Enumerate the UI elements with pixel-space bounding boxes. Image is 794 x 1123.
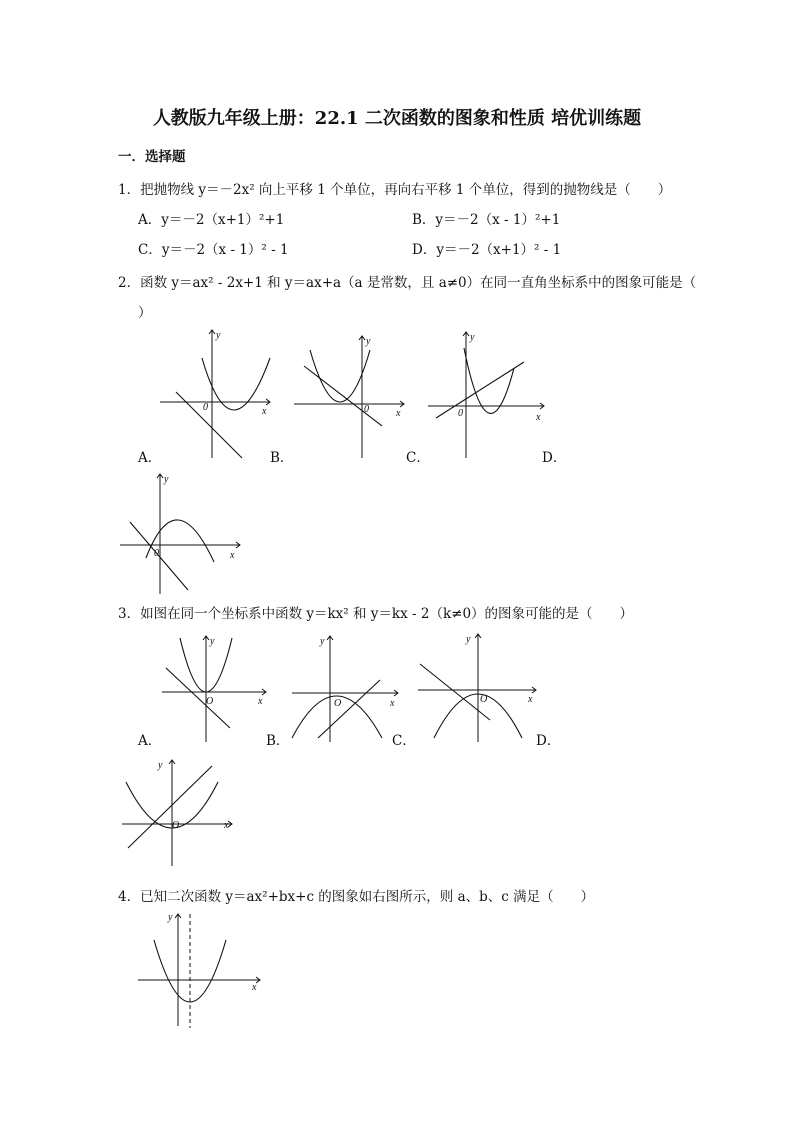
question-1-stem: 1．把抛物线 y＝－2x² 向上平移 1 个单位，再向右平移 1 个单位，得到的抛物线是（ ） [118, 182, 672, 198]
question-1-option-b: B．y＝－2（x - 1）²+1 [412, 212, 561, 228]
y-axis-label: y [216, 330, 221, 341]
x-axis-label: x [258, 696, 263, 707]
q3-graph-a [160, 632, 270, 744]
q3-graph-d [120, 756, 236, 868]
origin-label: O [334, 698, 342, 709]
y-axis-label: y [158, 760, 163, 771]
question-2-stem-continued: ） [138, 305, 152, 321]
question-1-option-d: D．y＝－2（x+1）² - 1 [412, 242, 562, 258]
q3-label-d: D． [536, 733, 561, 749]
question-2-stem: 2．函数 y＝ax² - 2x+1 和 y＝ax+a（a 是常数，且 a≠0）在同一直角坐标系中的图象可能是（ [118, 275, 697, 291]
q3-graph-b [290, 632, 402, 744]
x-axis-label: x [528, 694, 533, 705]
x-axis-label: x [262, 406, 267, 417]
page-title: 人教版九年级上册：22.1 二次函数的图象和性质 培优训练题 [152, 108, 642, 129]
origin-label: 0 [203, 402, 208, 413]
origin-label: O [480, 694, 488, 705]
q3-graph-c [416, 630, 540, 746]
q2-graph-c [426, 328, 548, 460]
origin-label: 0 [364, 404, 369, 415]
x-axis-label: x [396, 408, 401, 419]
origin-label: 0 [458, 408, 463, 419]
question-1-option-c: C．y＝－2（x - 1）² - 1 [138, 242, 289, 258]
q2-graph-a [158, 328, 274, 460]
q2-graph-b [292, 332, 408, 460]
y-axis-label: y [366, 336, 371, 347]
q3-label-c: C． [392, 733, 416, 749]
x-axis-label: x [390, 698, 395, 709]
section-heading: 一．选择题 [118, 149, 186, 165]
q2-label-b: B． [270, 450, 294, 466]
question-3-stem: 3．如图在同一个坐标系中函数 y＝kx² 和 y＝kx - 2（k≠0）的图象可能的是（ ） [118, 606, 634, 622]
q2-label-a: A． [138, 450, 162, 466]
q4-graph [136, 910, 264, 1030]
q2-graph-d [118, 470, 244, 596]
x-axis-label: x [224, 820, 229, 831]
origin-label: O [172, 820, 180, 831]
y-axis-label: y [466, 634, 471, 645]
q2-label-d: D． [542, 450, 567, 466]
q3-label-a: A． [138, 733, 162, 749]
x-axis-label: x [230, 550, 235, 561]
q2-label-c: C． [406, 450, 430, 466]
y-axis-label: y [168, 912, 173, 923]
x-axis-label: x [536, 412, 541, 423]
y-axis-label: y [320, 636, 325, 647]
question-4-stem: 4．已知二次函数 y＝ax²+bx+c 的图象如右图所示，则 a、b、c 满足（ ） [118, 889, 595, 905]
y-axis-label: y [470, 332, 475, 343]
origin-label: O [206, 696, 214, 707]
x-axis-label: x [252, 982, 257, 993]
q3-label-b: B． [266, 733, 290, 749]
y-axis-label: y [210, 636, 215, 647]
origin-label: 0 [154, 548, 159, 559]
question-1-option-a: A．y＝－2（x+1）²+1 [138, 212, 285, 228]
y-axis-label: y [164, 474, 169, 485]
